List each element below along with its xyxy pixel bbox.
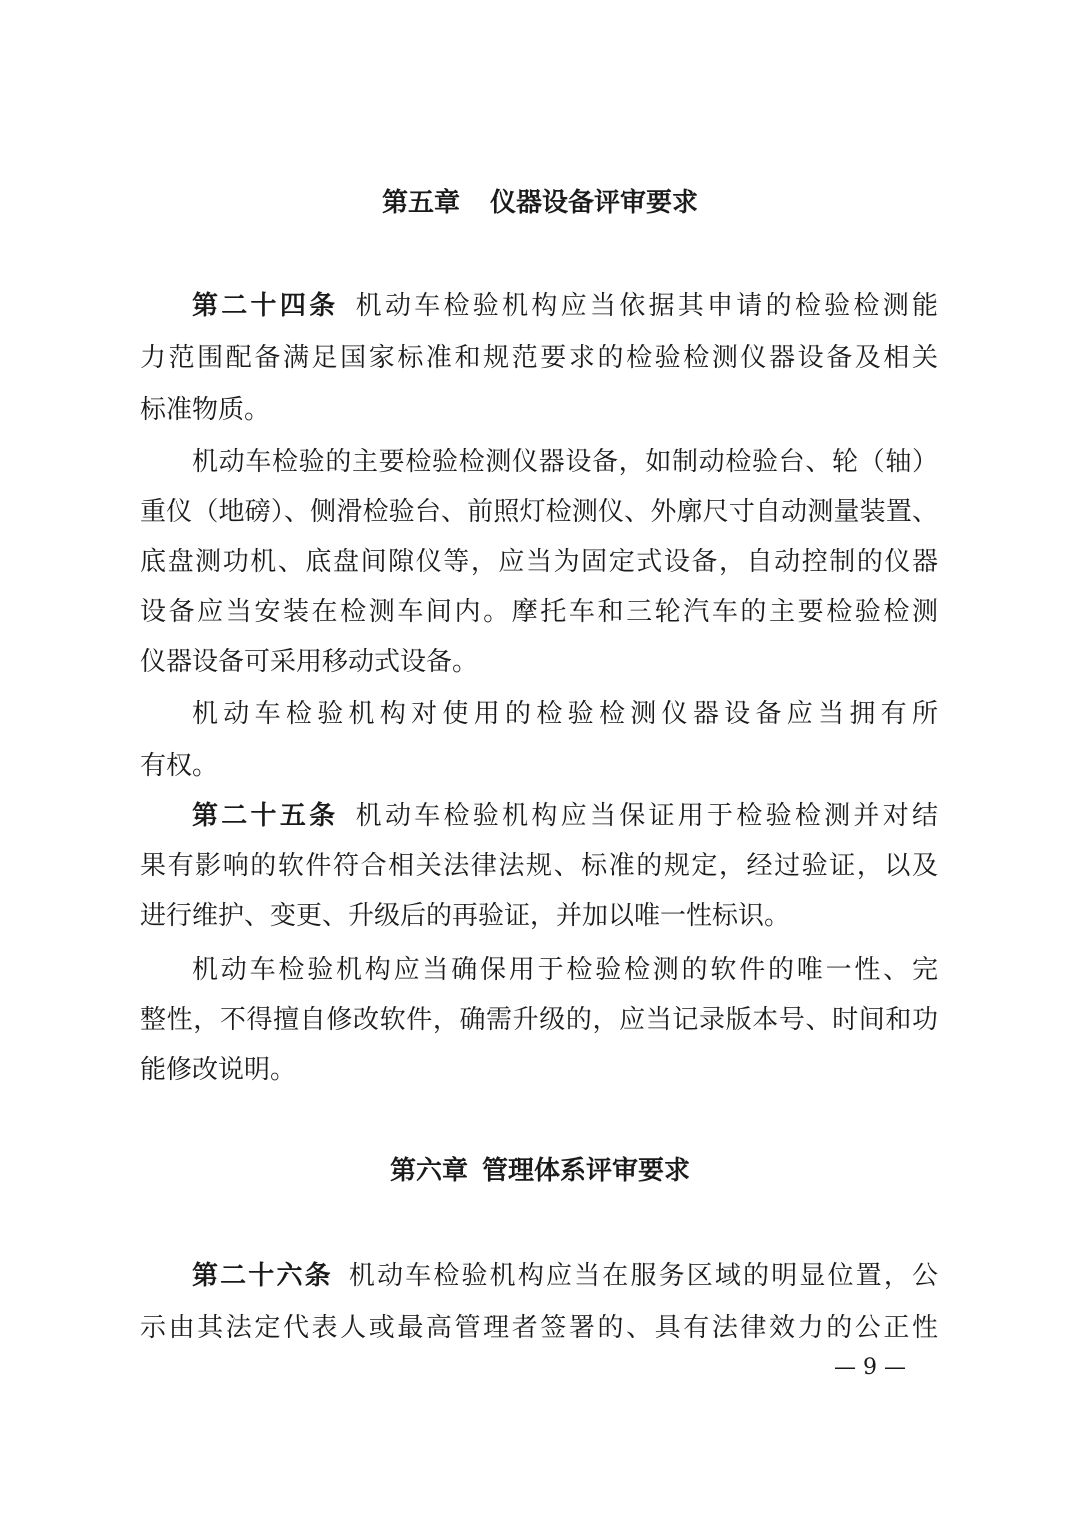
article-26-line-1 [192,1250,938,1302]
article-24-p2-line-1: 机动车检验的主要检验检测仪器设备，如制动检验台、轮（轴） [192,447,938,477]
article-24-line-3: 标准物质。 [140,395,271,425]
article-24-text: 机动车检验机构应当依据其申请的检验检测能 [352,291,938,321]
article-25-line-3: 进行维护、变更、升级后的再验证，并加以唯一性标识。 [140,901,791,931]
article-24-p2-line-5: 仪器设备可采用移动式设备。 [140,647,479,677]
article-25-text: 机动车检验机构应当保证用于检验检测并对结 [352,801,938,831]
article-25-p2-line-2: 整性，不得擅自修改软件，确需升级的，应当记录版本号、时间和功 [140,1005,938,1035]
article-24-p3-line-1: 机动车检验机构对使用的检验检测仪器设备应当拥有所 [192,699,938,729]
article-24-line-1 [192,280,938,332]
article-24-label: 第二十四条 [192,291,339,321]
article-25-label: 第二十五条 [192,801,339,831]
article-26-line-2: 示由其法定代表人或最高管理者签署的、具有法律效力的公正性 [140,1313,938,1343]
chapter-6-number: 第六章 [389,1156,468,1186]
article-24-line-2: 力范围配备满足国家标准和规范要求的检验检测仪器设备及相关 [140,343,938,373]
article-24-p2-line-4: 设备应当安装在检测车间内。摩托车和三轮汽车的主要检验检测 [140,597,938,627]
article-24-p2-line-3: 底盘测功机、底盘间隙仪等，应当为固定式设备，自动控制的仪器 [140,547,938,577]
chapter-6-title: 管理体系评审要求 [482,1156,691,1186]
article-25-line-1 [192,790,938,842]
article-24-p2-line-2: 重仪（地磅）、侧滑检验台、前照灯检测仪、外廓尺寸自动测量装置、 [140,497,938,527]
article-26-label: 第二十六条 [192,1261,333,1291]
article-24-p3-line-2: 有权。 [140,751,219,781]
article-25-p2-line-1: 机动车检验机构应当确保用于检验检测的软件的唯一性、完 [192,955,938,985]
chapter-6-heading [0,1154,1080,1188]
article-25-line-2: 果有影响的软件符合相关法律法规、标准的规定，经过验证，以及 [140,851,938,881]
chapter-5-title: 仪器设备评审要求 [490,188,699,218]
chapter-5-heading [0,186,1080,220]
chapter-5-number: 第五章 [381,188,460,218]
page-number: — 9 — [834,1355,906,1380]
article-26-text: 机动车检验机构应当在服务区域的明显位置，公 [346,1261,938,1291]
article-25-p2-line-3: 能修改说明。 [140,1055,297,1085]
